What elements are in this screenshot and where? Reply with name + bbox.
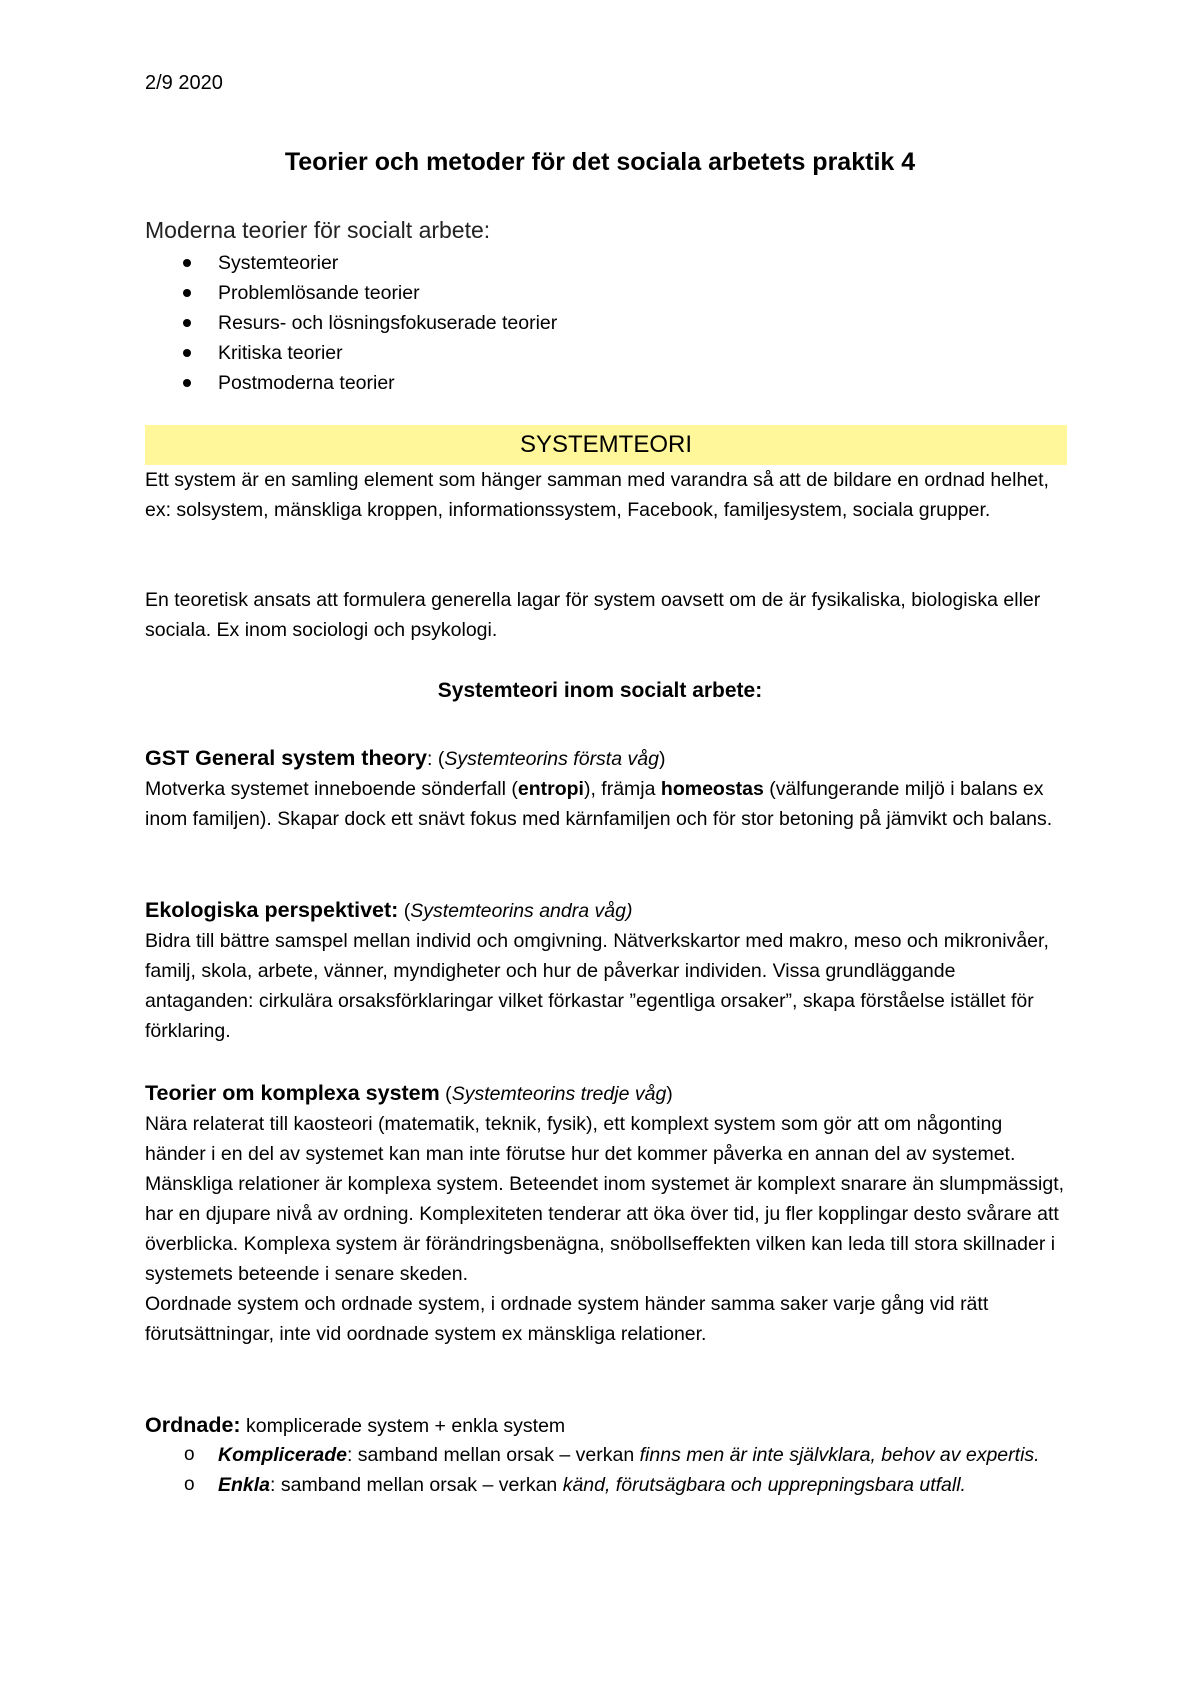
ordnade-line: Ordnade: komplicerade system + enkla system: [145, 1413, 566, 1437]
gst-section: GST General system theory: (Systemteorins första våg) Motverka systemet inneboende sönderfall (entropi), främja homeostas (välfungerande miljö i balans ex inom familjen). Skapar dock ett snävt fokus med kärnfamiljen och för stor betoning på jämvikt och balans.: [145, 746, 1053, 830]
list-item: Kritiska teorier: [178, 338, 557, 368]
circle-bullet-icon: o: [184, 1474, 195, 1495]
bullet-icon: [183, 379, 191, 387]
gst-wave: Systemteorins första våg: [444, 748, 659, 770]
section-banner: SYSTEMTEORI: [145, 425, 1067, 465]
list-item: o Komplicerade: samband mellan orsak – verkan finns men är inte självklara, behov av expertis.: [178, 1440, 1068, 1470]
list-item: o Enkla: samband mellan orsak – verkan känd, förutsägbara och upprepningsbara utfall.: [178, 1470, 1068, 1500]
ordered-systems-text: Oordnade system och ordnade system, i ordnade system händer samma saker varje gång vid rätt förutsättningar, inte vid oordnade system ex mänskliga relationer.: [145, 1293, 989, 1345]
complex-wave: Systemteorins tredje våg: [451, 1083, 667, 1105]
system-theory-definition: En teoretisk ansats att formulera generella lagar för system oavsett om de är fysikaliska, biologiska eller sociala. Ex inom sociologi och psykologi.: [145, 589, 1041, 641]
system-definition: Ett system är en samling element som hänger samman med varandra så att de bildare en ordnad helhet, ex: solsystem, mänskliga kroppen, informationssystem, Facebook, familjesystem, sociala grupper.: [145, 469, 1049, 521]
complex-body: Nära relaterat till kaosteori (matematik, teknik, fysik), ett komplext system som gör att om någonting händer i en del av systemet kan man inte förutse hur det kommer påverka en annan del av systemet. Mänskliga relationer är komplexa system. Beteendet inom systemet är komplext snarare än slumpmässigt, har en djupare nivå av ordning. Komplexiteten tenderar att öka över tid, ju fler kopplingar desto svårare att överblicka. Komplexa system är förändringsbenägna, snöbollseffekten vilken kan leda till stora skillnader i systemets beteende i senare skeden.: [145, 1113, 1065, 1285]
date: 2/9 2020: [145, 72, 223, 94]
bullet-icon: [183, 289, 191, 297]
eco-body: Bidra till bättre samspel mellan individ och omgivning. Nätverkskartor med makro, meso och mikronivåer, familj, skola, arbete, vänner, myndigheter och hur de påverkar individen. Vissa grundläggande antaganden: cirkulära orsaksförklaringar vilket förkastar ”egentliga orsaker”, skapa förståelse istället för förklaring.: [145, 930, 1049, 1042]
intro-heading: Moderna teorier för socialt arbete:: [145, 217, 491, 243]
list-item: Problemlösande teorier: [178, 278, 557, 308]
entropy-term: entropi: [517, 778, 584, 800]
bullet-icon: [183, 319, 191, 327]
ordnade-heading: Ordnade:: [145, 1413, 241, 1437]
list-item: Systemteorier: [178, 248, 557, 278]
eco-section: Ekologiska perspektivet: (Systemteorins andra våg) Bidra till bättre samspel mellan individ och omgivning. Nätverkskartor med makro, meso och mikronivåer, familj, skola, arbete, vänner, myndigheter och hur de påverkar individen. Vissa grundläggande antaganden: cirkulära orsaksförklaringar vilket förkastar ”egentliga orsaker”, skapa förståelse istället för förklaring.: [145, 898, 1049, 1042]
complex-heading: Teorier om komplexa system: [145, 1081, 440, 1105]
complex-section: Teorier om komplexa system (Systemteorins tredje våg) Nära relaterat till kaosteori (matematik, teknik, fysik), ett komplext system som gör att om någonting händer i en del av systemet kan man inte förutse hur det kommer påverka en annan del av systemet. Mänskliga relationer är komplexa system. Beteendet inom systemet är komplext snarare än slumpmässigt, har en djupare nivå av ordning. Komplexiteten tenderar att öka över tid, ju fler kopplingar desto svårare att överblicka. Komplexa system är förändringsbenägna, snöbollseffekten vilken kan leda till stora skillnader i systemets beteende i senare skeden. Oordnade system och ordnade system, i ordnade system händer samma saker varje gång vid rätt förutsättningar, inte vid oordnade system ex mänskliga relationer.: [145, 1081, 1065, 1345]
eco-wave: Systemteorins andra våg): [410, 900, 633, 922]
circle-bullet-icon: o: [184, 1444, 195, 1465]
section-subheading: Systemteori inom socialt arbete:: [437, 679, 763, 702]
homeostasis-term: homeostas: [660, 778, 764, 800]
theories-list: [178, 248, 557, 398]
ordnade-list: [178, 1440, 1068, 1500]
bullet-icon: [183, 259, 191, 267]
list-item: Postmoderna teorier: [178, 368, 557, 398]
list-item: Resurs- och lösningsfokuserade teorier: [178, 308, 557, 338]
gst-heading: GST General system theory: [145, 746, 427, 770]
bullet-icon: [183, 349, 191, 357]
eco-heading: Ekologiska perspektivet:: [145, 898, 399, 922]
document-title: Teorier och metoder för det sociala arbetets praktik 4: [284, 148, 916, 176]
